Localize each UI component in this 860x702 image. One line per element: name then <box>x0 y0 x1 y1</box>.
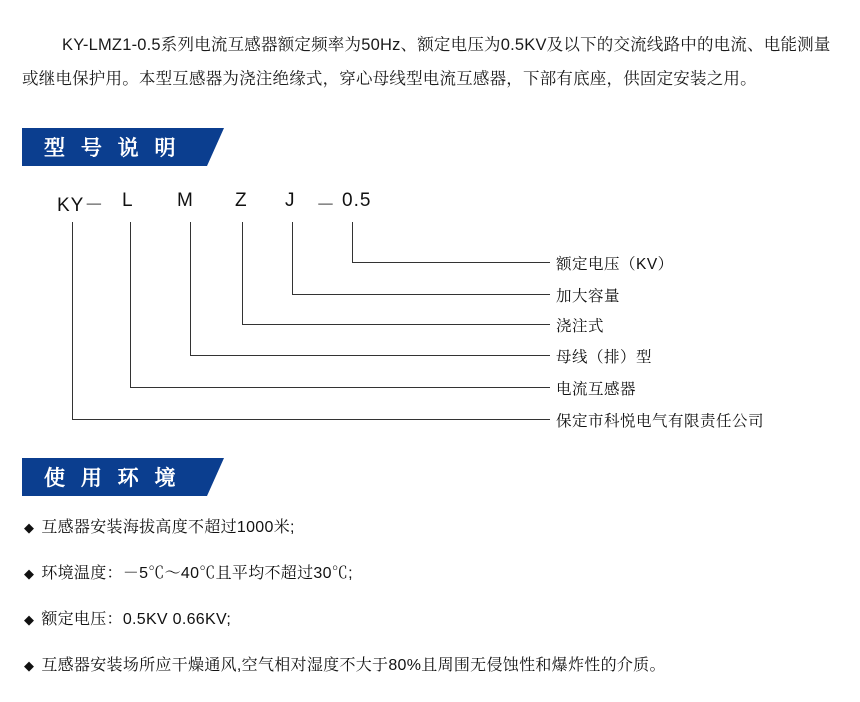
intro-paragraph: KY-LMZ1-0.5系列电流互感器额定频率为50Hz、额定电压为0.5KV及以下的交流线路中的电流、电能测量或继电保护用。本型互感器为浇注绝缘式，穿心母线型电流互感器，下部有底座，供固定安装之用。 <box>22 36 831 88</box>
list-item-label: 互感器安装海拔高度不超过1000米; <box>41 519 295 536</box>
list-item-label: 环境温度：－5℃～40℃且平均不超过30℃; <box>41 565 353 582</box>
leader-line-horizontal-voltage <box>352 262 550 263</box>
section-header-model-tail <box>207 128 224 166</box>
bullet-diamond-icon: ◆ <box>24 566 35 581</box>
list-item-label: 额定电压：0.5KV 0.66KV; <box>41 611 232 628</box>
leader-label-ct: 电流互感器 <box>556 381 637 398</box>
model-code-segment-m: M <box>177 190 194 211</box>
model-code-segment-z: Z <box>235 190 248 211</box>
list-item <box>24 518 834 538</box>
model-code-segment-l: L <box>122 190 134 211</box>
section-header-model <box>22 128 224 166</box>
leader-line-horizontal-ct <box>130 387 550 388</box>
leader-line-horizontal-casting <box>242 324 550 325</box>
leader-line-horizontal-company <box>72 419 550 420</box>
leader-line-vertical-capacity <box>292 222 293 294</box>
bullet-diamond-icon: ◆ <box>24 520 35 535</box>
leader-line-horizontal-capacity <box>292 294 550 295</box>
leader-line-horizontal-busbar <box>190 355 550 356</box>
section-header-model-bar <box>22 128 207 166</box>
leader-line-vertical-company <box>72 222 73 419</box>
list-item <box>24 610 834 630</box>
section-header-environment-bar <box>22 458 207 496</box>
section-header-environment-tail <box>207 458 224 496</box>
leader-label-busbar: 母线（排）型 <box>556 349 653 366</box>
list-item <box>24 564 834 584</box>
model-code-segment-dash: － <box>316 195 337 216</box>
model-code-segment-voltage: 0.5 <box>342 190 372 211</box>
section-header-model-title: 型 号 说 明 <box>44 137 181 160</box>
leader-label-capacity: 加大容量 <box>556 288 621 305</box>
leader-line-vertical-casting <box>242 222 243 324</box>
leader-label-casting: 浇注式 <box>556 318 605 335</box>
leader-label-voltage: 额定电压（KV） <box>556 256 674 273</box>
environment-list <box>24 518 834 702</box>
list-item <box>24 656 834 676</box>
bullet-diamond-icon: ◆ <box>24 612 35 627</box>
section-header-environment-title: 使 用 环 境 <box>44 467 181 490</box>
leader-line-vertical-busbar <box>190 222 191 355</box>
bullet-diamond-icon: ◆ <box>24 658 35 673</box>
list-item-label: 互感器安装场所应干燥通风,空气相对湿度不大于80%且周围无侵蚀性和爆炸性的介质。 <box>41 657 666 674</box>
leader-line-vertical-voltage <box>352 222 353 262</box>
leader-line-vertical-ct <box>130 222 131 387</box>
section-header-environment <box>22 458 224 496</box>
model-code-segment-ky: KY－ <box>57 195 105 216</box>
model-code-segment-j: J <box>285 190 296 211</box>
leader-label-company: 保定市科悦电气有限责任公司 <box>556 413 765 430</box>
